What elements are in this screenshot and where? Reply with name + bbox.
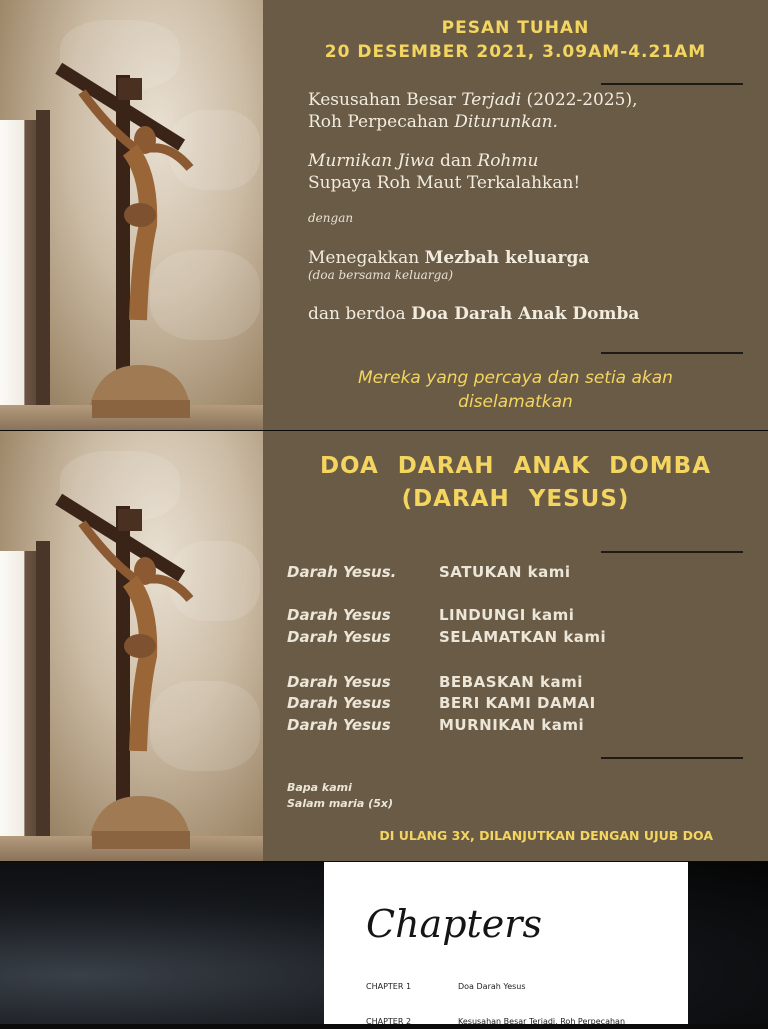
litany-line: Darah Yesus. SATUKAN kami bbox=[287, 563, 571, 581]
divider bbox=[601, 757, 743, 759]
divider bbox=[601, 551, 743, 553]
litany-line: Darah Yesus BEBASKAN kami bbox=[287, 673, 583, 691]
chapter-name: Kesusahan Besar Terjadi, Roh Perpecahan bbox=[458, 1017, 626, 1026]
litany-line: Darah Yesus BERI KAMI DAMAI bbox=[287, 694, 596, 712]
prayer-content bbox=[263, 431, 768, 861]
crucifix-icon bbox=[0, 0, 263, 430]
prayer-list bbox=[287, 780, 393, 812]
repeat-instruction: DI ULANG 3X, DILANJUTKAN DENGAN UJUB DOA bbox=[379, 828, 713, 843]
message-note: (doa bersama keluarga) bbox=[308, 268, 454, 282]
chapter-number: CHAPTER 2 bbox=[366, 1017, 412, 1026]
message-line: Roh Perpecahan Diturunkan. bbox=[308, 112, 558, 132]
message-line: Kesusahan Besar Terjadi (2022-2025), bbox=[308, 90, 638, 110]
chapter-row[interactable] bbox=[366, 982, 666, 994]
message-content bbox=[263, 0, 768, 430]
divider bbox=[601, 352, 743, 354]
message-panel bbox=[0, 0, 768, 430]
message-line: Murnikan Jiwa dan Rohmu bbox=[308, 151, 539, 171]
message-connector: dengan bbox=[308, 211, 354, 225]
crucifix-icon bbox=[0, 431, 263, 861]
litany-line: Darah Yesus SELAMATKAN kami bbox=[287, 628, 607, 646]
chapters-title: Chapters bbox=[366, 902, 542, 946]
message-line: dan berdoa Doa Darah Anak Domba bbox=[308, 304, 640, 324]
message-line: Supaya Roh Maut Terkalahkan! bbox=[308, 173, 581, 193]
chapter-number: CHAPTER 1 bbox=[366, 982, 412, 991]
litany-line: Darah Yesus LINDUNGI kami bbox=[287, 606, 575, 624]
prayer-item: Bapa kami bbox=[287, 781, 352, 794]
chapter-name: Doa Darah Yesus bbox=[458, 982, 526, 991]
crucifix-photo bbox=[0, 0, 263, 430]
litany-line: Darah Yesus MURNIKAN kami bbox=[287, 716, 585, 734]
divider bbox=[601, 83, 743, 85]
promise-line: diselamatkan bbox=[458, 392, 573, 412]
prayer-title: DOA DARAH ANAK DOMBA bbox=[319, 453, 712, 479]
message-line: Menegakkan Mezbah keluarga bbox=[308, 248, 590, 268]
prayer-subtitle: (DARAH YESUS) bbox=[401, 486, 630, 512]
chapter-row[interactable] bbox=[366, 1017, 666, 1029]
crucifix-photo bbox=[0, 431, 263, 861]
promise-line: Mereka yang percaya dan setia akan bbox=[358, 368, 673, 388]
chapters-card bbox=[324, 862, 688, 1024]
message-title: PESAN TUHAN bbox=[441, 18, 590, 38]
prayer-panel bbox=[0, 431, 768, 861]
message-date: 20 DESEMBER 2021, 3.09AM-4.21AM bbox=[324, 42, 707, 62]
prayer-item: Salam maria (5x) bbox=[287, 797, 393, 810]
